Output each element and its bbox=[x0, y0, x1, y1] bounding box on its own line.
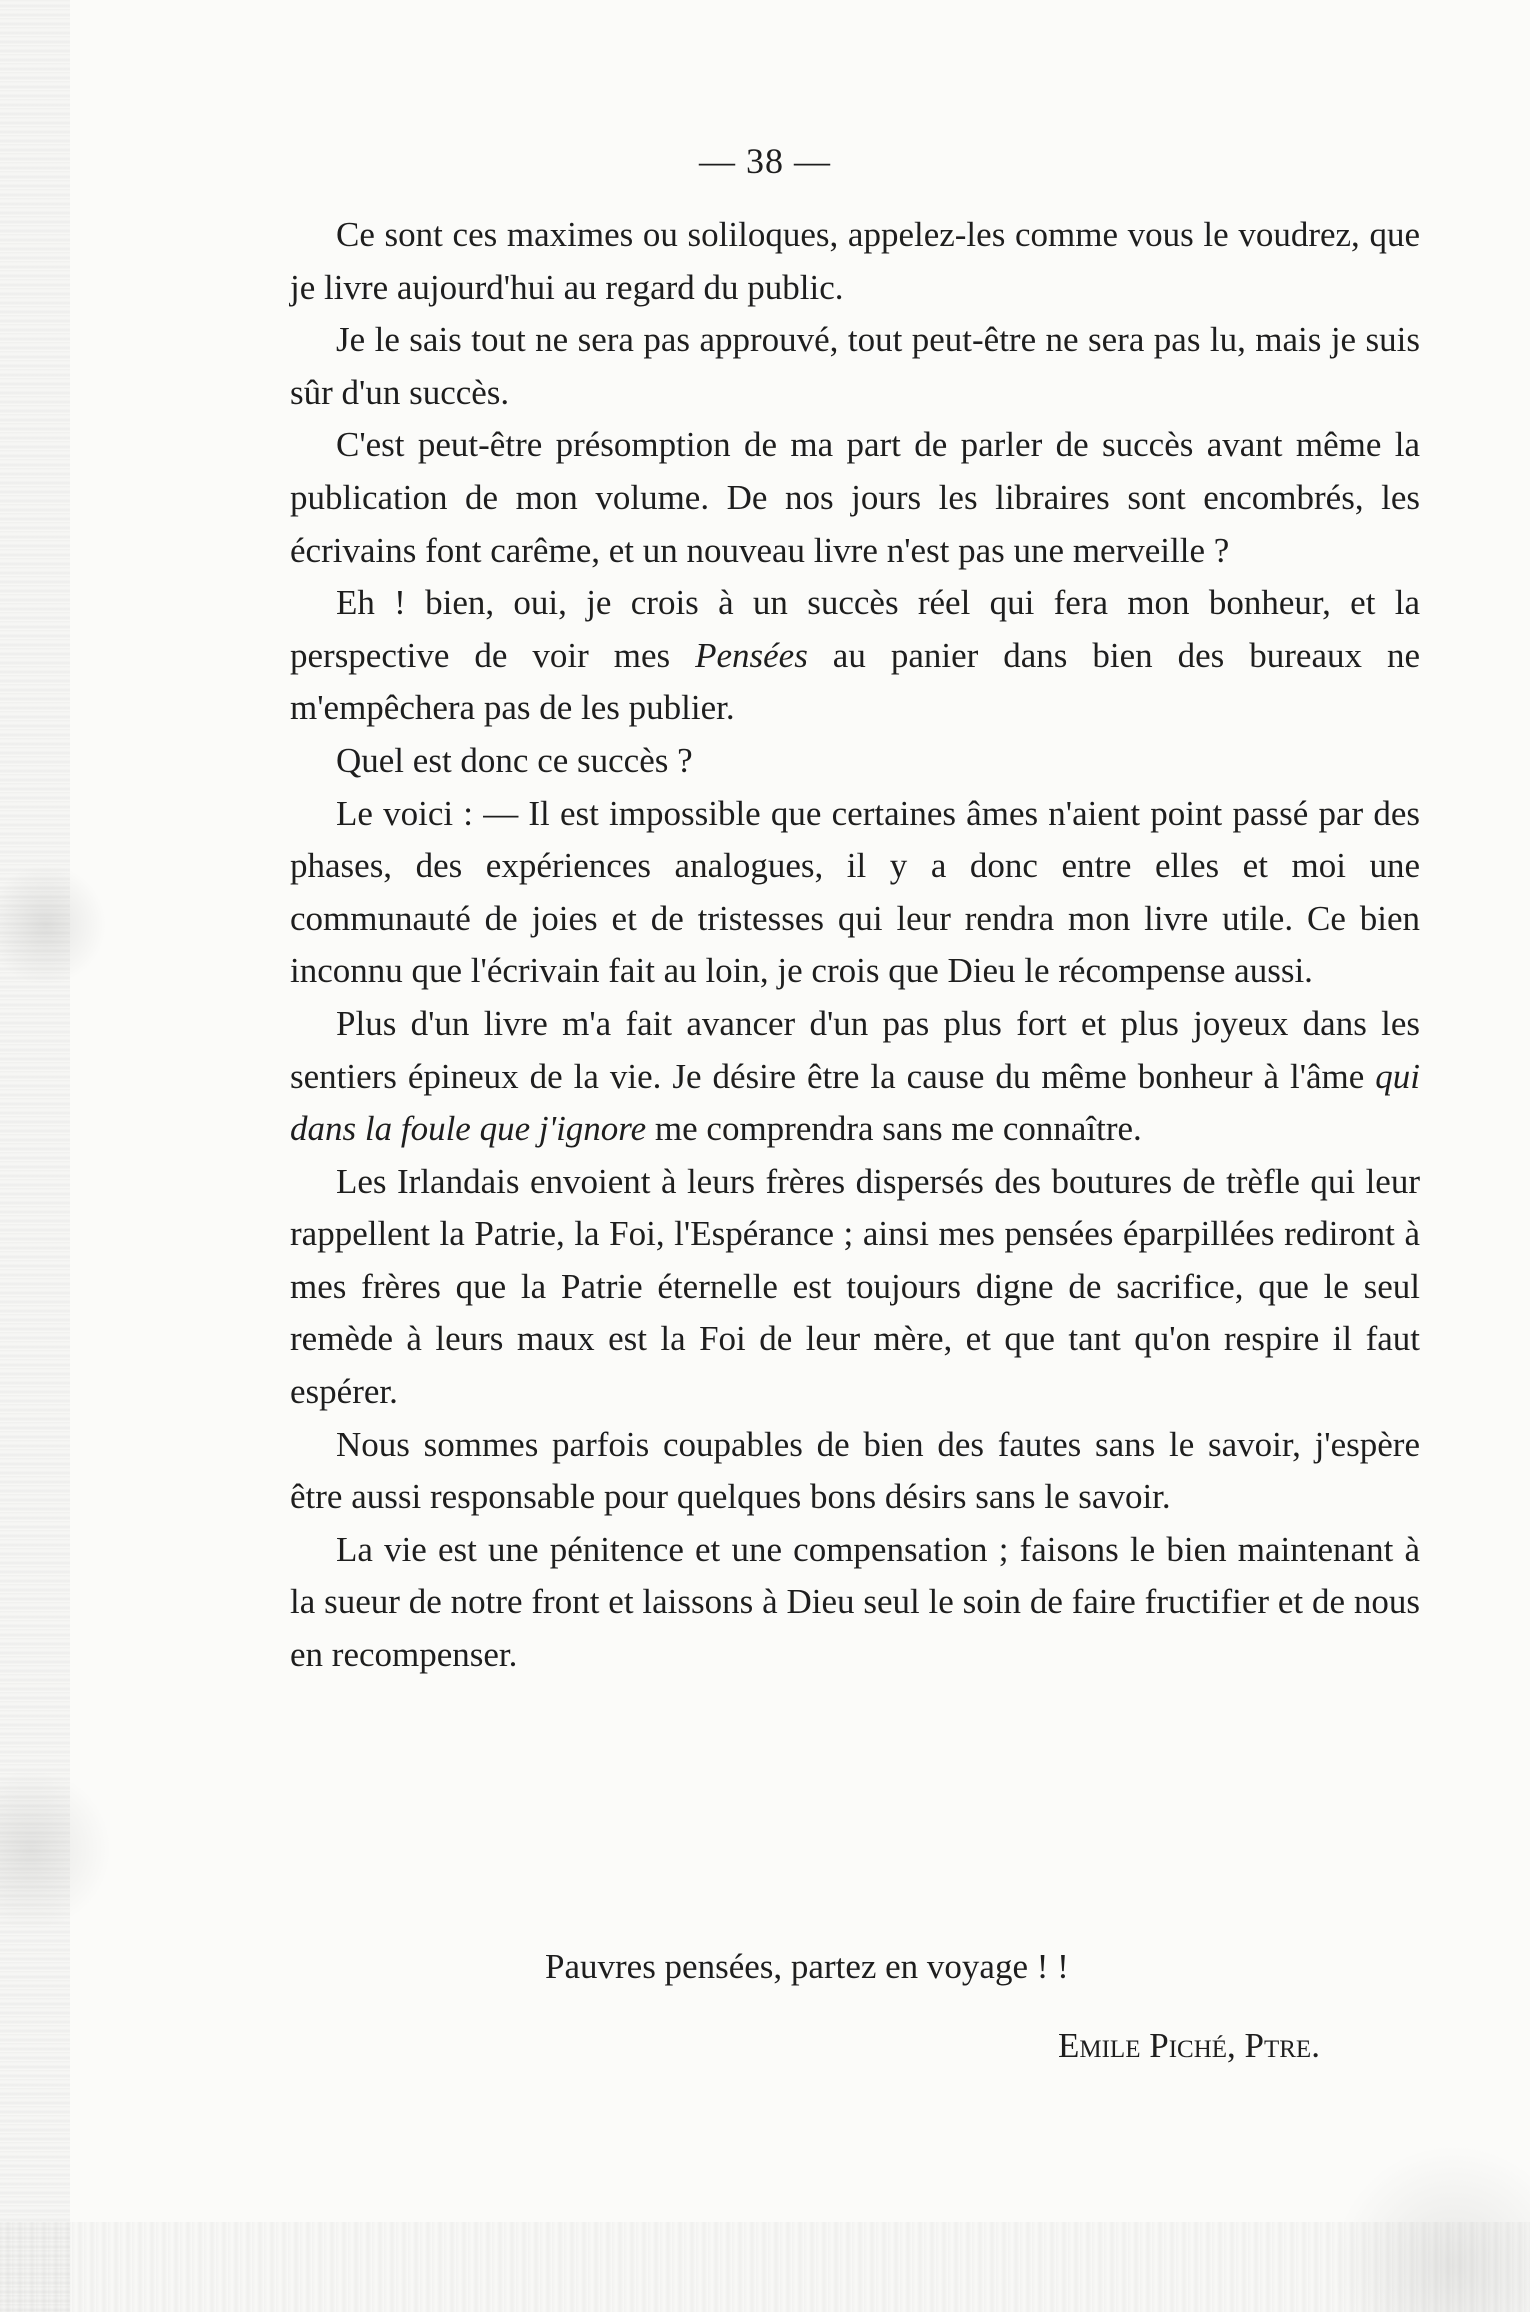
paragraph-8: Les Irlandais envoient à leurs frères dispersés des boutures de trèfle qui leur rappellent la Patrie, la Foi, l'Espérance ; ainsi mes pensées éparpillées rediront à mes frères que la Patrie éternelle est toujours digne de sacrifice, que le seul remède à leurs maux est la Foi de leur mère, et que tant qu'on respire il faut espérer. bbox=[290, 1161, 1420, 1412]
paragraph-7-italic: qui dans la foule que j'ignore bbox=[290, 1056, 1420, 1149]
paragraph-3: C'est peut-être présomption de ma part de parler de succès avant même la publication de mon volume. De nos jours les libraires sont encombrés, les écrivains font carême, et un nouveau livre n'est pas une merveille ? bbox=[290, 425, 1420, 570]
body-text bbox=[290, 209, 1420, 1682]
page-number: — 38 — bbox=[699, 141, 831, 181]
paragraph-4-italic: Pensées bbox=[695, 635, 808, 675]
paragraph-7 bbox=[290, 998, 1420, 1156]
scan-edge-shadow-bottom bbox=[0, 2222, 1530, 2312]
paragraph-4-text-a: Eh ! bien, oui, je crois à un succès réel qui fera mon bonheur, et la perspective de voir mes bbox=[290, 583, 1420, 675]
paragraph-2: Je le sais tout ne sera pas approuvé, tout peut-être ne sera pas lu, mais je suis sûr d'un succès. bbox=[290, 320, 1420, 412]
paragraph-9: Nous sommes parfois coupables de bien des fautes sans le savoir, j'espère être aussi responsable pour quelques bons désirs sans le savoir. bbox=[290, 1424, 1420, 1517]
paragraph-5: Quel est donc ce succès ? bbox=[336, 740, 693, 780]
paragraph-10: La vie est une pénitence et une compensation ; faisons le bien maintenant à la sueur de notre front et laissons à Dieu seul le soin de faire fructifier et de nous en recompenser. bbox=[290, 1529, 1420, 1675]
signature: Emile Piché, Ptre. bbox=[1058, 2026, 1320, 2065]
paragraph-1: Ce sont ces maximes ou soliloques, appelez-les comme vous le voudrez, que je livre aujourd'hui au regard du public. bbox=[290, 215, 1420, 307]
paragraph-7-text-a: Plus d'un livre m'a fait avancer d'un pas plus fort et plus joyeux dans les sentiers épineux de la vie. Je désire être la cause du même bonheur à l'âme bbox=[290, 1003, 1420, 1096]
closing-line: Pauvres pensées, partez en voyage ! ! bbox=[545, 1947, 1069, 1986]
paragraph-6: Le voici : — Il est impossible que certaines âmes n'aient point passé par des phases, des expériences analogues, il y a donc entre elles et moi une communauté de joies et de tristesses qui leur rendra mon livre utile. Ce bien inconnu que l'écrivain fait au loin, je crois que Dieu le récompense aussi. bbox=[290, 793, 1420, 991]
paragraph-7-text-b: me comprendra sans me connaître. bbox=[646, 1109, 1142, 1149]
paragraph-4-text-b: au panier dans bien des bureaux ne m'empêchera pas de les publier. bbox=[290, 635, 1421, 728]
scan-edge-shadow-left bbox=[0, 0, 70, 2312]
paragraph-4 bbox=[290, 577, 1420, 735]
